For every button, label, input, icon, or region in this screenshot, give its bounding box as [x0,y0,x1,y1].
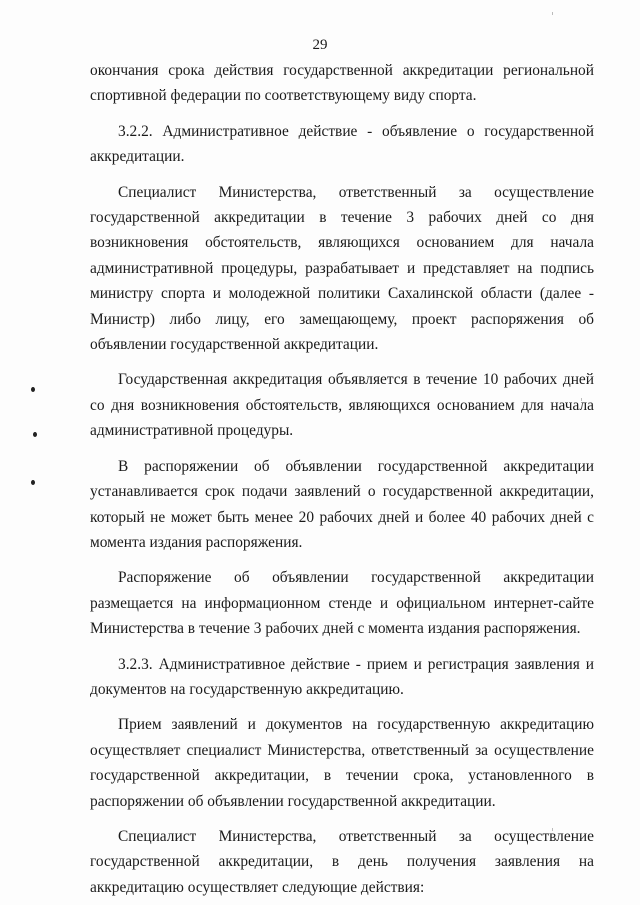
scan-speck [552,12,553,15]
document-body [90,58,594,910]
paragraph: Прием заявлений и документов на государственную аккредитацию осуществляет специалист Министерства, ответственный за осуществление государственной аккредитации, в течении срока, установленного в распоряжении об объявлении государственной аккредитации. [90,716,594,810]
paragraph: Распоряжение об объявлении государственной аккредитации размещается на информационном стенде и официальном интернет-сайте Министерства в течение 3 рабочих дней с момента издания распоряжения. [90,569,594,638]
paragraph: 3.2.2. Административное действие - объявление о государственной аккредитации. [90,122,594,166]
paragraph: 3.2.3. Административное действие - прием и регистрация заявления и документов на государственную аккредитацию. [90,655,594,698]
paragraph: В распоряжении об объявлении государственной аккредитации устанавливается срок подачи заявлений о государственной аккредитации, который не может быть менее 20 рабочих дней и более 40 рабочих дней с момента издания распоряжения. [90,457,594,551]
scan-mark [31,387,35,392]
paragraph: Специалист Министерства, ответственный за осуществление государственной аккредитации, в день получения заявления на аккредитацию осуществляет следующие действия: [90,827,594,896]
scan-mark [31,480,35,485]
paragraph: окончания срока действия государственной аккредитации региональной спортивной федерации по соответствующему виду спорта. [90,62,594,105]
paragraph: Специалист Министерства, ответственный за осуществление государственной аккредитации в течение 3 рабочих дней со дня возникновения обстоятельств, являющихся основанием для начала административной процедуры, разрабатывает и представляет на подпись министру спорта и молодежной политики Сахалинской области (далее - Министр) либо лицу, его замещающему, проект распоряжения об объявлении государственной аккредитации. [90,183,594,354]
page-number: 29 [312,37,328,53]
scan-mark [33,432,37,437]
paragraph: Государственная аккредитация объявляется в течение 10 рабочих дней со дня возникновения обстоятельств, являющихся основанием для начала административной процедуры. [90,371,594,440]
